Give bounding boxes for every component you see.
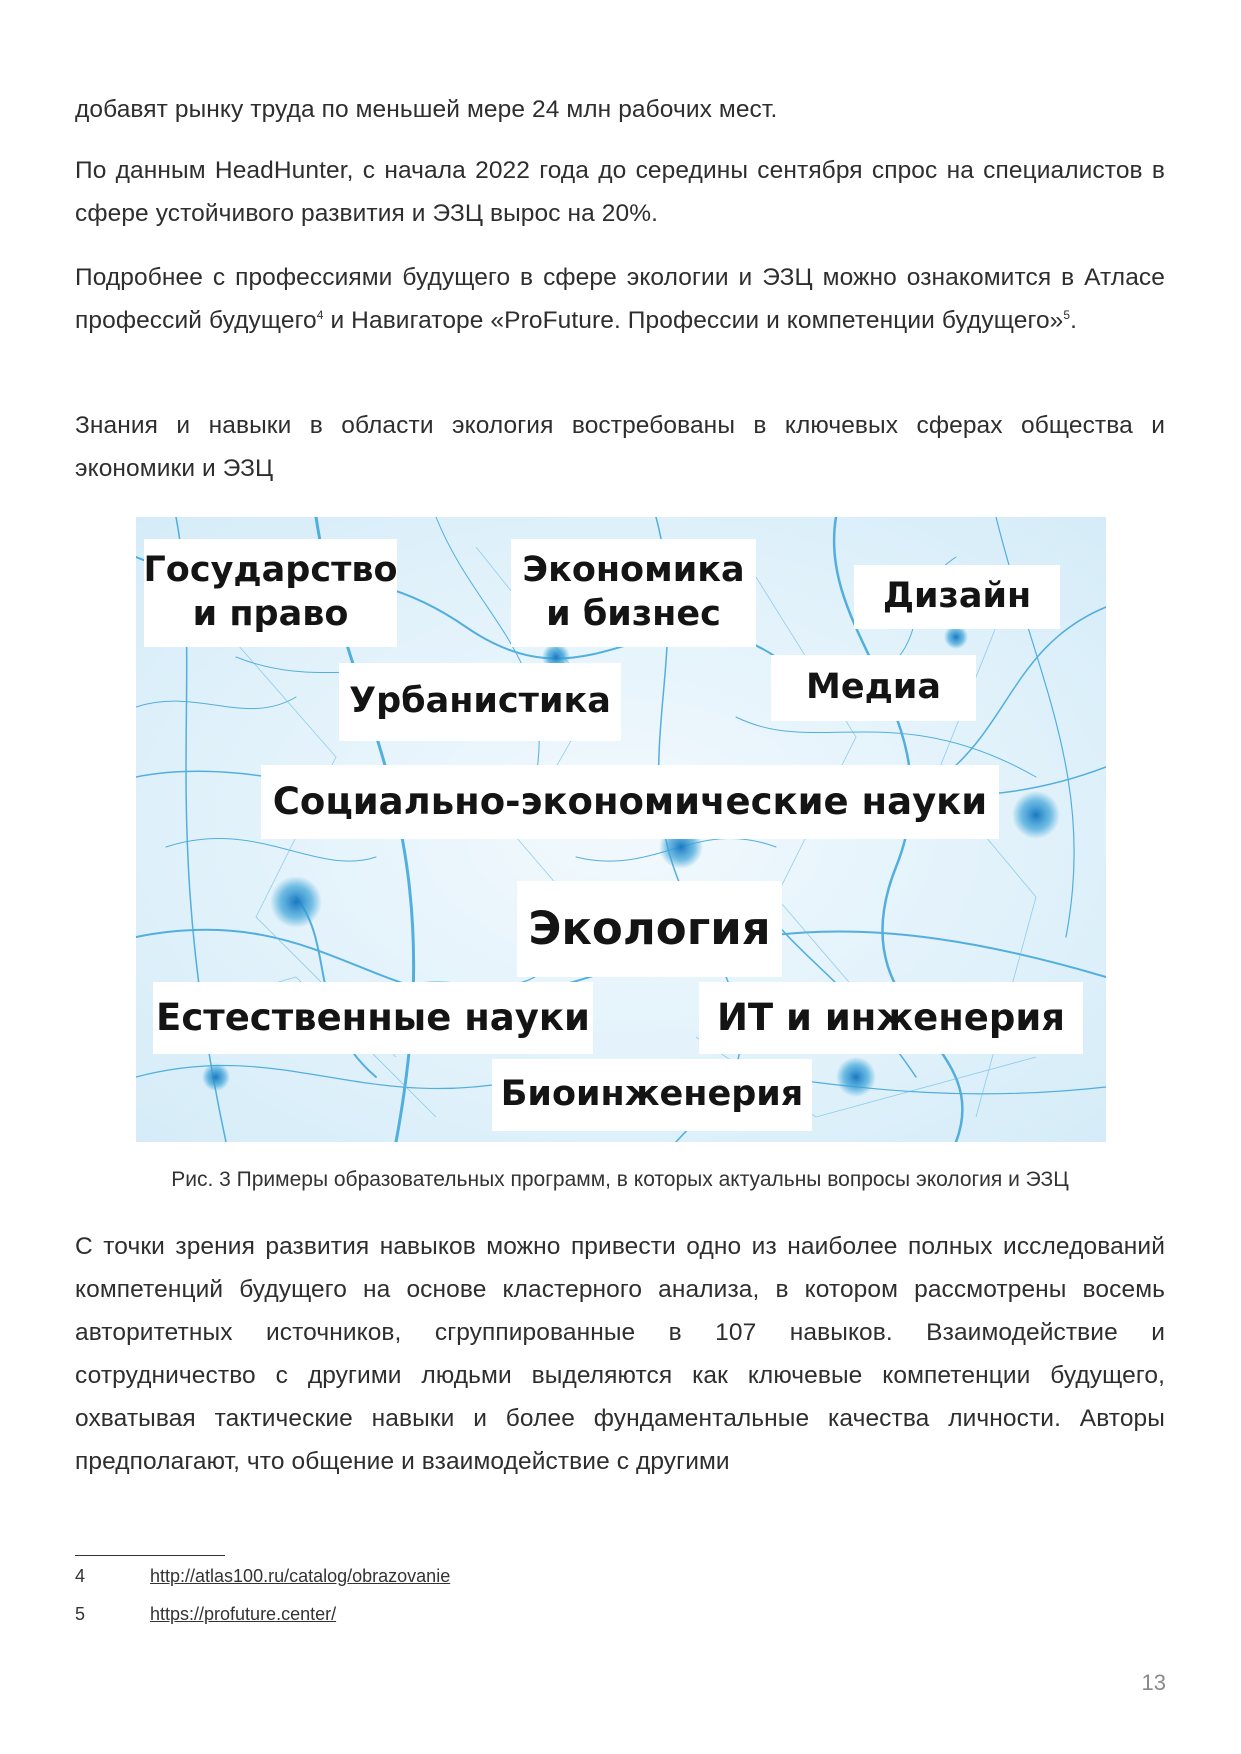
paragraph-skills: Знания и навыки в области экология востребованы в ключевых сферах общества и экономики и ЭЗЦ — [75, 412, 1165, 482]
paragraph-atlas — [75, 256, 1165, 342]
footnote-number: 5 — [75, 1604, 86, 1624]
footnote-5 — [75, 1604, 336, 1625]
label-gov: Государство и право — [144, 539, 397, 647]
paragraph-headhunter: По данным HeadHunter, с начала 2022 года до середины сентября спрос на специалистов в сфере устойчивого развития и ЭЗЦ вырос на 20%. — [75, 157, 1165, 227]
label-media: Медиа — [771, 655, 976, 721]
label-ecology: Экология — [517, 881, 782, 977]
atlas-text-2: и Навигаторе «ProFuture. Профессии и компетенции будущего» — [323, 307, 1064, 334]
paragraph-labor-market: добавят рынку труда по меньшей мере 24 млн рабочих мест. — [75, 96, 778, 123]
label-social: Социально-экономические науки — [261, 765, 999, 839]
figure-ecology-fields — [136, 517, 1106, 1142]
atlas-text-3: . — [1070, 307, 1078, 334]
page-number: 13 — [1141, 1670, 1166, 1695]
footnote-divider — [75, 1555, 225, 1556]
label-design: Дизайн — [854, 565, 1060, 629]
figure-caption: Рис. 3 Примеры образовательных программ, в которых актуальны вопросы экология и ЭЗЦ — [171, 1168, 1069, 1191]
label-bio: Биоинженерия — [492, 1059, 812, 1131]
footnote-4 — [75, 1566, 450, 1587]
label-econ: Экономика и бизнес — [511, 539, 756, 647]
footnote-number: 4 — [75, 1566, 86, 1586]
label-urban: Урбанистика — [339, 663, 621, 741]
footnote-link-profuture[interactable]: https://profuture.center/ — [150, 1604, 337, 1624]
atlas-text-1: Подробнее с профессиями будущего в сфере экологии и ЭЗЦ можно ознакомится в Атласе профессий будущего — [75, 264, 1165, 334]
footnote-ref-5[interactable]: 5 — [1063, 307, 1071, 322]
label-natural: Естественные науки — [153, 982, 593, 1054]
paragraph-cluster-analysis: С точки зрения развития навыков можно привести одно из наиболее полных исследований компетенций будущего на основе кластерного анализа, в котором рассмотрены восемь авторитетных источников, сгруппированные в 107 навыков. Взаимодействие и сотрудничество с другими людьми выделяются как ключевые компетенции будущего, охватывая тактические навыки и более фундаментальные качества личности. Авторы предполагают, что общение и взаимодействие с другими — [75, 1233, 1165, 1475]
footnote-link-atlas[interactable]: http://atlas100.ru/catalog/obrazovanie — [150, 1566, 451, 1586]
label-it: ИТ и инженерия — [699, 982, 1083, 1054]
footnote-ref-4[interactable]: 4 — [316, 307, 324, 322]
